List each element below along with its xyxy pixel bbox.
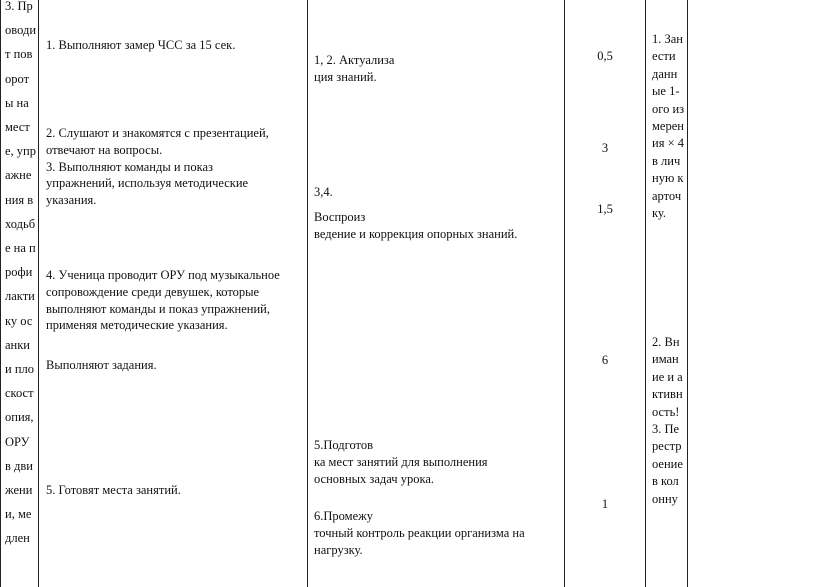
time-value-4: 6 [601, 353, 609, 367]
table-border-left [0, 0, 1, 587]
notes-text-2: 2. Внимание и активность! 3. Перестроение в колонну [652, 335, 683, 506]
goals-cell [314, 0, 562, 587]
student-item-1: 1. Выполняют замер ЧСС за 15 сек. [46, 38, 236, 52]
time-value-5: 1 [601, 497, 609, 511]
time-value-3: 1,5 [597, 202, 613, 216]
notes-text-1: 1. Занести данные 1-ого измерения × 4 в личную карточку. [652, 32, 685, 221]
notes-cell [652, 0, 685, 587]
student-item-4: 4. Ученица проводит ОРУ под музыкальное сопровождение среди девушек, которые выполняют команды и показ упражнений, применяя методические указания. [46, 268, 280, 333]
student-item-2-3: 2. Слушают и знакомятся с презентацией, отвечают на вопросы. 3. Выполняют команды и показ упражнений, используя методические указания. [46, 126, 269, 208]
goal-block-2: 3,4. Воспроиз ведение и коррекция опорных знаний. [314, 185, 518, 241]
goal-block-3: 5.Подготов ка мест занятий для выполнения основных задач урока. [314, 438, 488, 486]
student-item-6: 5. Готовят места занятий. [46, 483, 181, 497]
time-value-2: 3 [601, 141, 609, 155]
student-activity-cell [46, 0, 304, 587]
goal-block-1: 1, 2. Актуализа ция знаний. [314, 53, 395, 84]
teacher-activity-cell [5, 0, 36, 587]
table-border-1 [38, 0, 39, 587]
table-border-2 [307, 0, 308, 587]
time-cell [565, 0, 645, 587]
teacher-activity-text: 3. Проводит повороты на месте, упражнения в ходьбе на профилактику осанки и плоскостопия, ОРУ в движении, медлен [5, 0, 37, 546]
time-value-1: 0,5 [597, 49, 613, 63]
table-border-4 [645, 0, 646, 587]
goal-block-4: 6.Промежу точный контроль реакции организма на нагрузку. [314, 509, 525, 557]
student-item-5: Выполняют задания. [46, 358, 157, 372]
table-border-5 [687, 0, 688, 587]
